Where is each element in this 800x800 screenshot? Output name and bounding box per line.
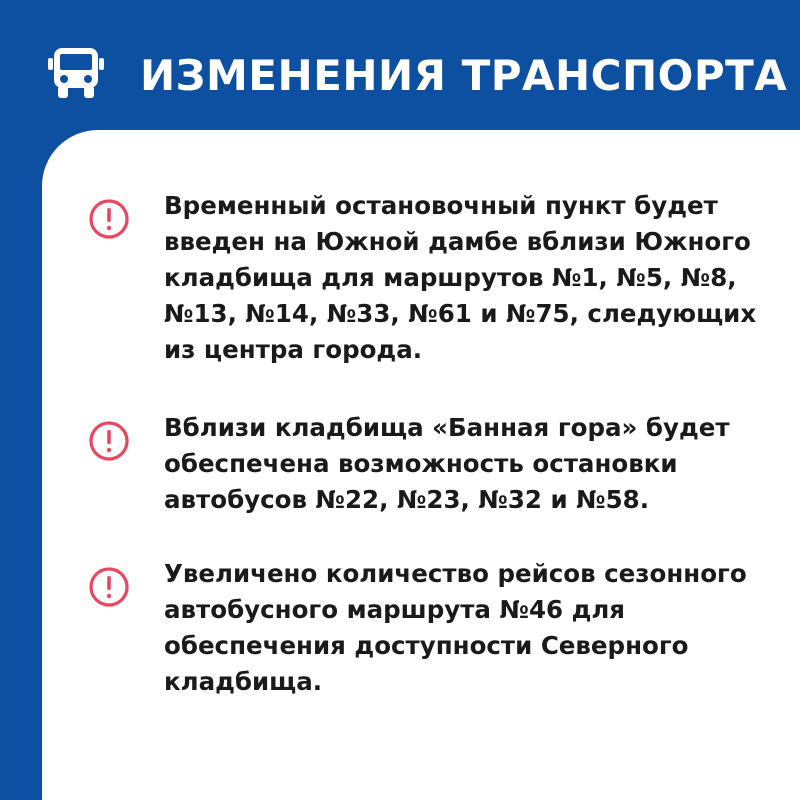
header (0, 0, 800, 130)
exclamation-circle-icon (88, 566, 130, 608)
item-text: Увеличено количество рейсов сезонного автобусного маршрута №46 для обеспечения доступности Северного кладбища. (164, 559, 747, 696)
item-text: Временный остановочный пункт будет введен на Южной дамбе вблизи Южного кладбища для маршрутов №1, №5, №8, №13, №14, №33, №61 и №75, следующих из центра города. (164, 191, 757, 364)
item-text: Вблизи кладбища «Банная гора» будет обеспечена возможность остановки автобусов №22, №23, №32 и №58. (164, 413, 730, 514)
bus-icon (48, 44, 104, 100)
page-title: ИЗМЕНЕНИЯ ТРАНСПОРТА (140, 51, 788, 100)
exclamation-circle-icon (88, 198, 130, 240)
content-card (42, 130, 800, 800)
exclamation-circle-icon (88, 420, 130, 462)
